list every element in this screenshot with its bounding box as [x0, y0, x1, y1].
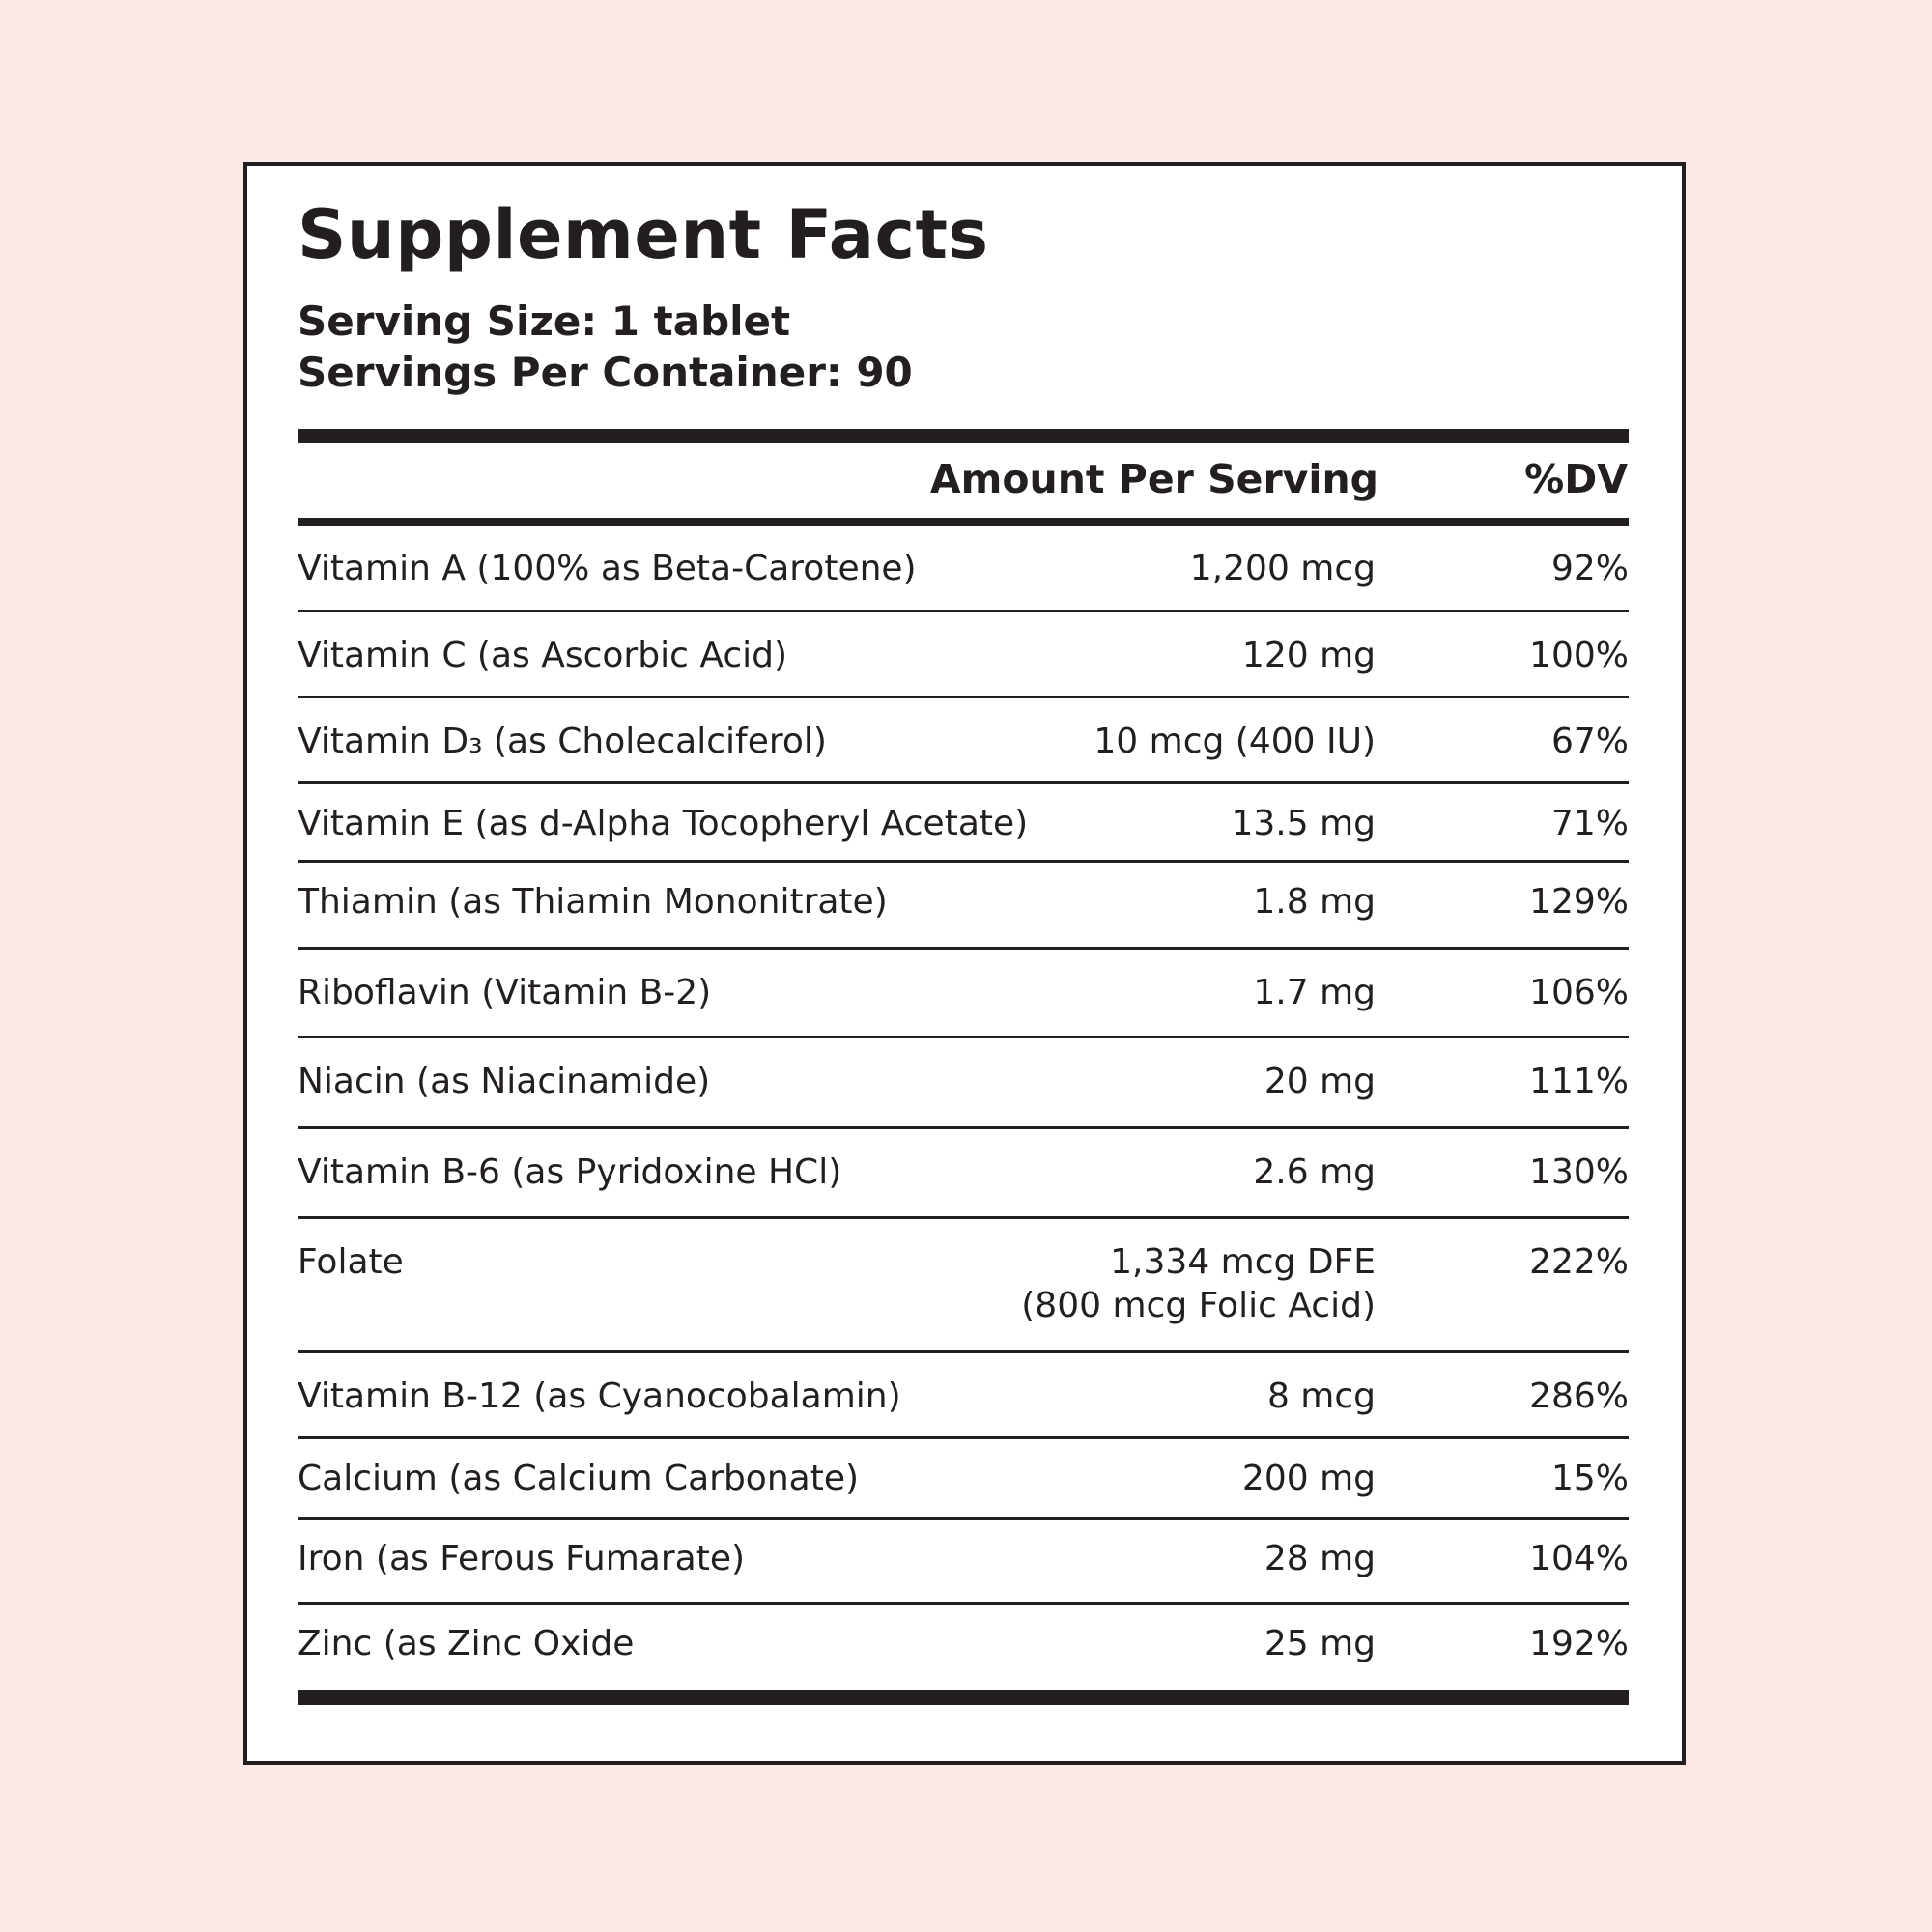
- header-rule: [298, 518, 1629, 526]
- nutrient-dv: 92%: [1550, 549, 1629, 588]
- label-title: Supplement Facts: [298, 195, 989, 274]
- nutrient-row: [298, 1219, 1629, 1353]
- nutrient-name: Zinc (as Zinc Oxide: [298, 1624, 635, 1663]
- nutrient-dv: 106%: [1529, 973, 1629, 1012]
- nutrient-name: Calcium (as Calcium Carbonate): [298, 1459, 860, 1498]
- serving-size: Serving Size: 1 tablet: [298, 298, 791, 345]
- nutrient-table: [298, 526, 1629, 1687]
- nutrient-name: Riboflavin (Vitamin B-2): [298, 973, 712, 1012]
- nutrient-dv: 104%: [1529, 1539, 1629, 1578]
- nutrient-row: [298, 1439, 1629, 1520]
- nutrient-amount: 13.5 mg: [1231, 804, 1376, 843]
- nutrient-amount: 25 mg: [1264, 1624, 1376, 1663]
- nutrient-dv: 67%: [1550, 722, 1629, 761]
- amount-per-serving-header: Amount Per Serving: [929, 456, 1378, 502]
- nutrient-amount-line2: (800 mcg Folic Acid): [1021, 1286, 1376, 1325]
- nutrient-amount: 2.6 mg: [1253, 1152, 1376, 1192]
- nutrient-name: Folate: [298, 1242, 404, 1282]
- nutrient-row: [298, 612, 1629, 698]
- nutrient-name: Vitamin C (as Ascorbic Acid): [298, 636, 788, 675]
- nutrient-name: Niacin (as Niacinamide): [298, 1062, 711, 1101]
- nutrient-name: Iron (as Ferous Fumarate): [298, 1539, 746, 1578]
- nutrient-amount: 10 mcg (400 IU): [1094, 722, 1376, 761]
- nutrient-amount: 1,200 mcg: [1189, 549, 1376, 588]
- nutrient-dv: 15%: [1550, 1459, 1629, 1498]
- nutrient-amount: 1.7 mg: [1253, 973, 1376, 1012]
- nutrient-name: Thiamin (as Thiamin Mononitrate): [298, 882, 888, 922]
- nutrient-amount: 1.8 mg: [1253, 882, 1376, 922]
- nutrient-name: Vitamin D₃ (as Cholecalciferol): [298, 722, 827, 761]
- nutrient-row: [298, 950, 1629, 1038]
- supplement-facts-panel: [243, 162, 1686, 1765]
- top-thick-rule: [298, 429, 1629, 443]
- nutrient-amount-line1: 1,334 mcg DFE: [1110, 1242, 1376, 1282]
- nutrient-name: Vitamin A (100% as Beta-Carotene): [298, 549, 917, 588]
- nutrient-row: [298, 1129, 1629, 1219]
- nutrient-row: [298, 863, 1629, 950]
- nutrient-dv: 129%: [1529, 882, 1629, 922]
- nutrient-row: [298, 1353, 1629, 1439]
- nutrient-row: [298, 1520, 1629, 1605]
- nutrient-row: [298, 784, 1629, 863]
- nutrient-name: Vitamin B-12 (as Cyanocobalamin): [298, 1377, 901, 1416]
- nutrient-dv: 130%: [1529, 1152, 1629, 1192]
- nutrient-amount: 120 mg: [1241, 636, 1376, 675]
- nutrient-dv: 192%: [1529, 1624, 1629, 1663]
- nutrient-amount: 28 mg: [1264, 1539, 1376, 1578]
- nutrient-dv: 100%: [1529, 636, 1629, 675]
- nutrient-name: Vitamin B-6 (as Pyridoxine HCl): [298, 1152, 842, 1192]
- dv-header: %DV: [1524, 456, 1628, 502]
- bottom-thick-rule: [298, 1690, 1629, 1705]
- nutrient-amount: 20 mg: [1264, 1062, 1376, 1101]
- nutrient-row: [298, 1605, 1629, 1687]
- nutrient-amount: 200 mg: [1241, 1459, 1376, 1498]
- nutrient-amount: 8 mcg: [1266, 1377, 1376, 1416]
- nutrient-row: [298, 1038, 1629, 1129]
- serving-info: [298, 296, 913, 398]
- servings-per-container: Servings Per Container: 90: [298, 349, 913, 396]
- nutrient-dv: 71%: [1550, 804, 1629, 843]
- nutrient-dv: 111%: [1529, 1062, 1629, 1101]
- nutrient-row: [298, 526, 1629, 612]
- nutrient-amount: [1021, 1240, 1376, 1327]
- nutrient-dv: 286%: [1529, 1377, 1629, 1416]
- nutrient-dv: 222%: [1529, 1242, 1629, 1282]
- nutrient-name: Vitamin E (as d-Alpha Tocopheryl Acetate): [298, 804, 1029, 843]
- nutrient-row: [298, 698, 1629, 784]
